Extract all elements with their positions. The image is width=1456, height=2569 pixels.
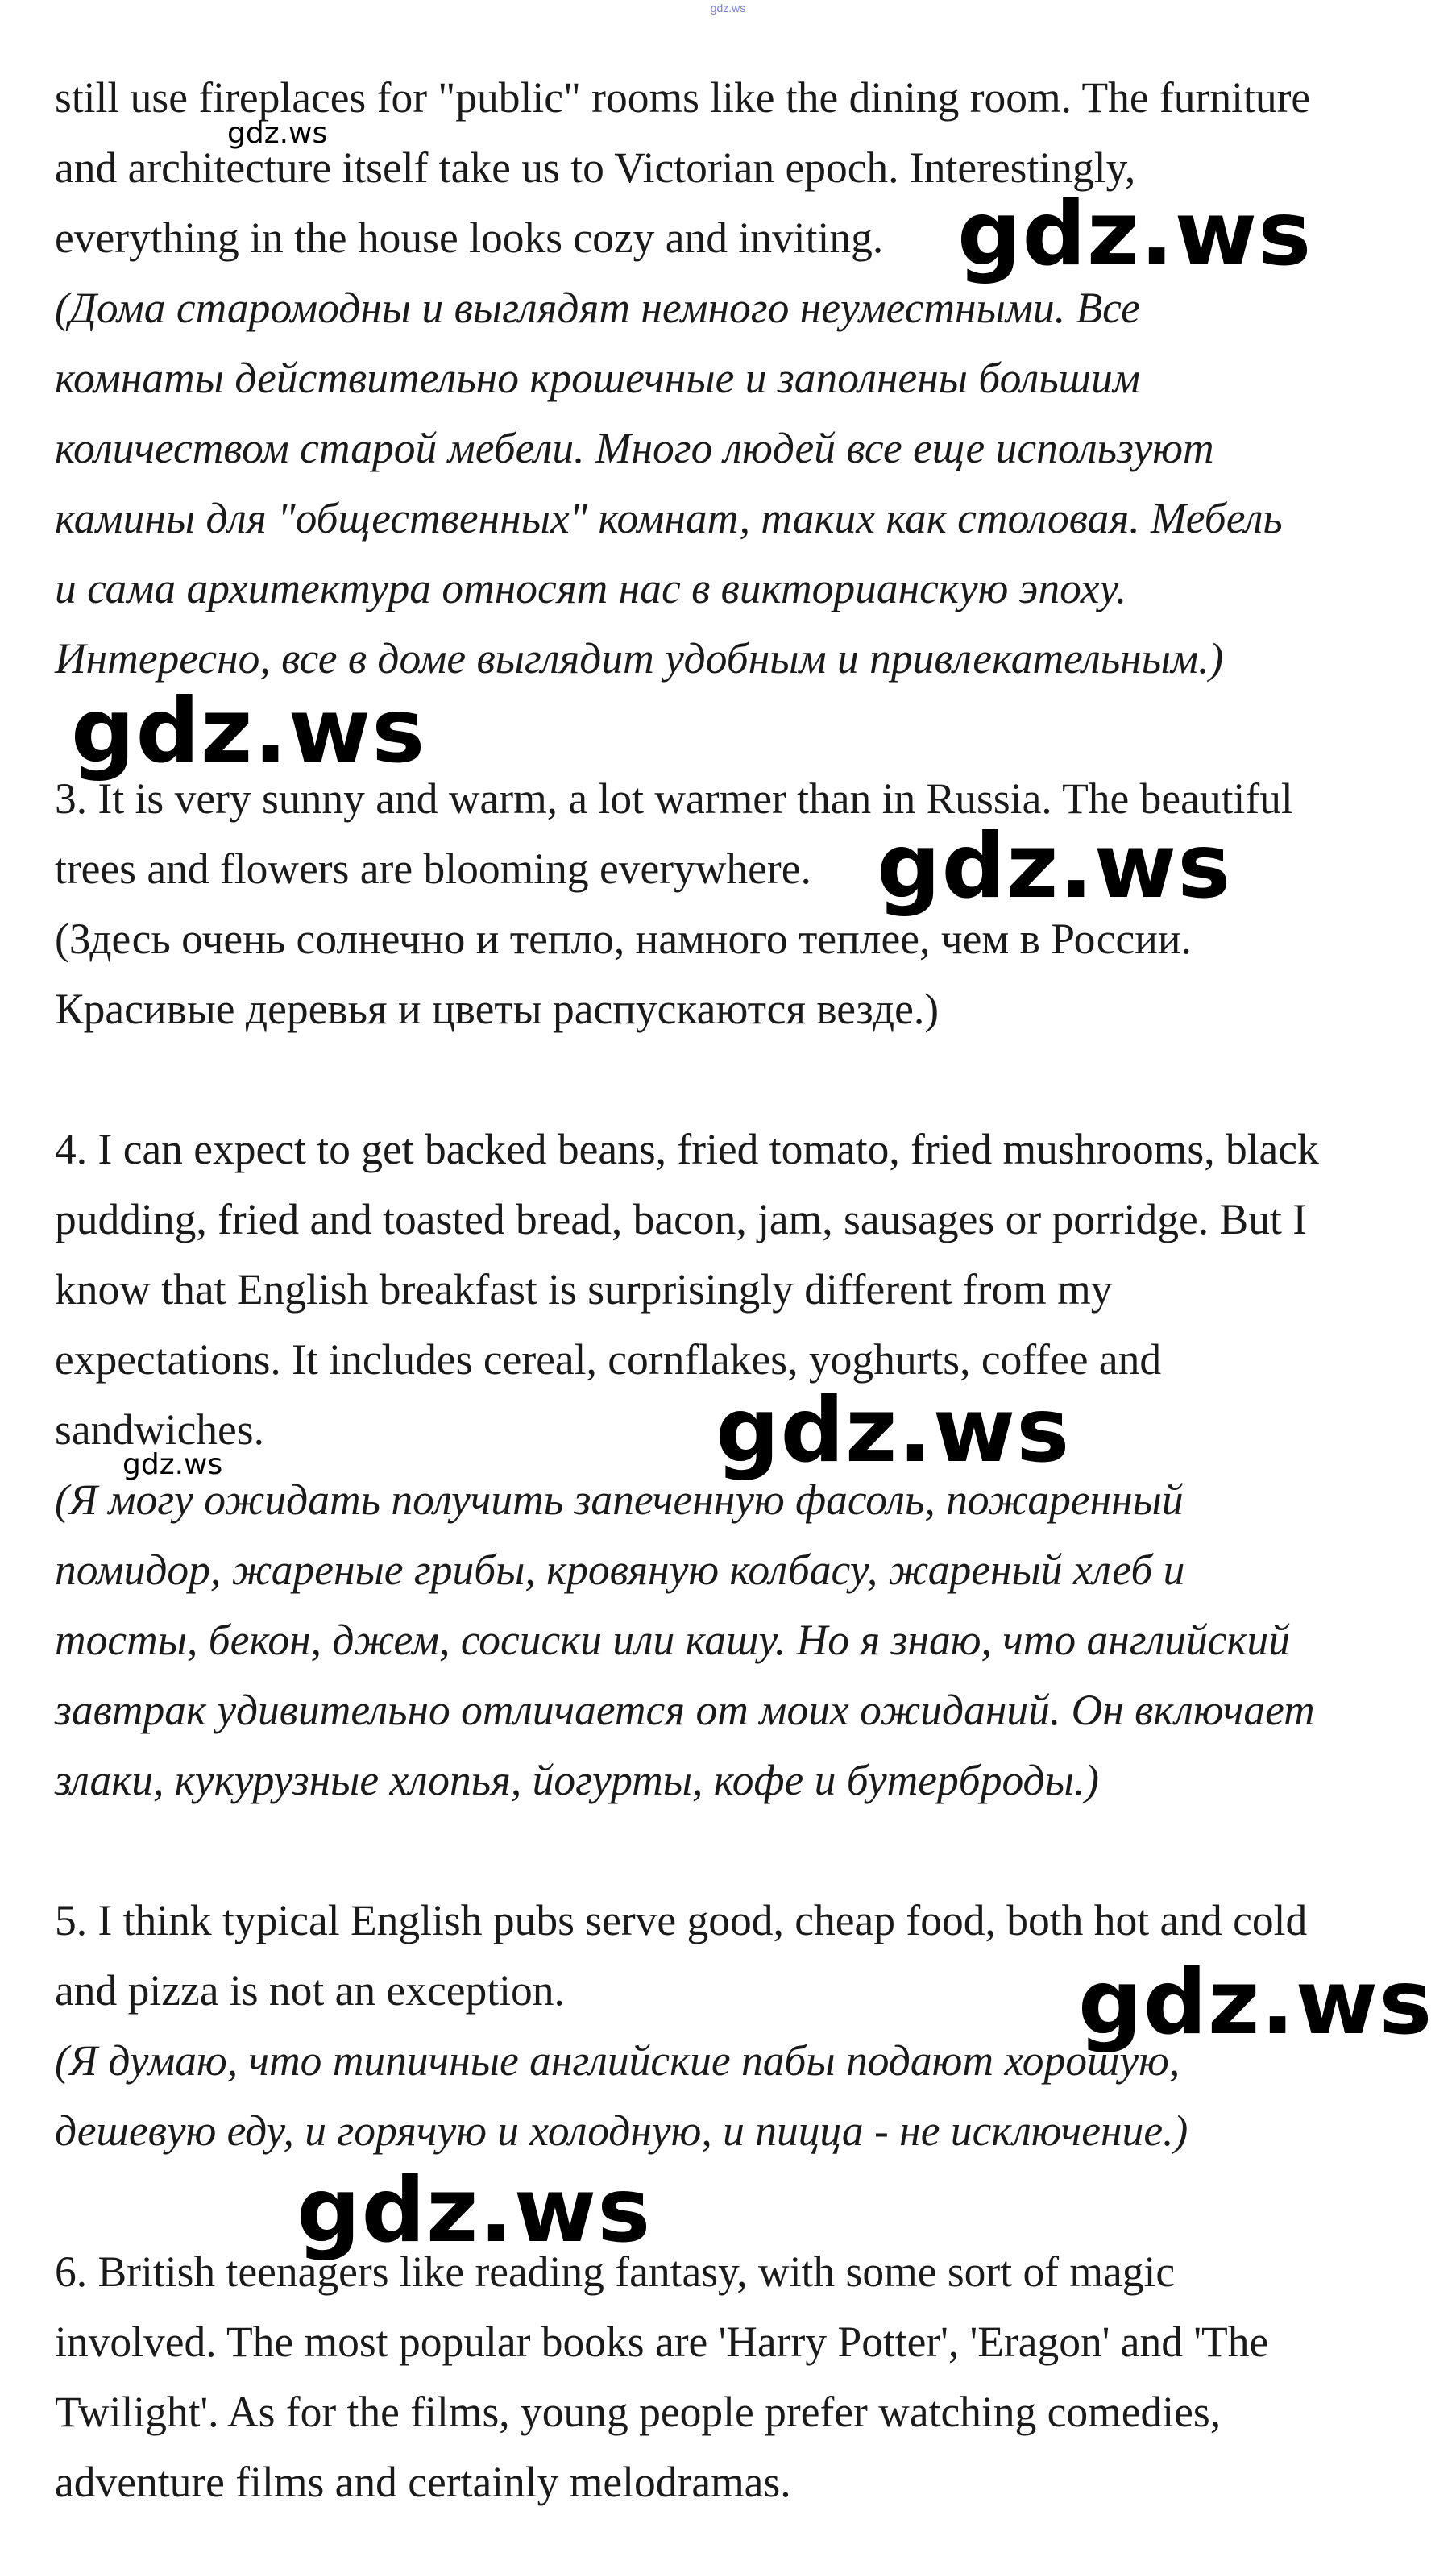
text-line: Красивые деревья и цветы распускаются везде.) [55,985,940,1033]
watermark-large: gdz.ws [957,182,1313,286]
text-line: 6. British teenagers like reading fantasy, with some sort of magic [55,2247,1176,2296]
watermark-large: gdz.ws [877,815,1232,919]
text-line: adventure films and certainly melodramas. [55,2458,791,2506]
text-line: злаки, кукурузные хлопья, йогурты, кофе и бутерброды.) [55,1756,1099,1804]
text-line: комнаты действительно крошечные и заполнены большим [55,354,1140,402]
text-line: involved. The most popular books are 'Harry Potter', 'Eragon' and 'The [55,2318,1269,2366]
text-line: количеством старой мебели. Много людей все еще используют [55,424,1214,472]
text-line: trees and flowers are blooming everywhere. [55,845,811,893]
text-line: know that English breakfast is surprisingly different from my [55,1265,1113,1314]
text-line: and pizza is not an exception. [55,1966,565,2015]
text-line: 4. I can expect to get backed beans, fried tomato, fried mushrooms, black [55,1125,1319,1173]
text-line: (Я думаю, что типичные английские пабы подают хорошую, [55,2036,1180,2085]
text-line: и сама архитектура относят нас в викторианскую эпоху. [55,564,1127,612]
text-line: (Дома старомодны и выглядят немного неуместными. Все [55,284,1140,332]
text-line: Интересно, все в доме выглядит удобным и привлекательным.) [55,634,1224,683]
text-line: тосты, бекон, джем, сосиски или кашу. Но я знаю, что английский [55,1616,1291,1664]
text-line: expectations. It includes cereal, cornflakes, yoghurts, coffee and [55,1335,1162,1384]
header-watermark: gdz.ws [710,2,746,15]
text-line: (Здесь очень солнечно и тепло, намного теплее, чем в России. [55,915,1192,963]
text-line: камины для "общественных" комнат, таких как столовая. Мебель [55,494,1283,542]
text-line: 3. It is very sunny and warm, a lot warmer than in Russia. The beautiful [55,774,1293,823]
watermark-large: gdz.ws [1078,1951,1433,2055]
watermark-small: gdz.ws [227,117,328,150]
text-line: дешевую еду, и горячую и холодную, и пицца - не исключение.) [55,2106,1188,2155]
text-line: sandwiches. [55,1405,265,1454]
watermark-small: gdz.ws [122,1448,223,1481]
text-line: завтрак удивительно отличается от моих ожиданий. Он включает [55,1686,1315,1734]
text-line: Twilight'. As for the films, young people prefer watching comedies, [55,2388,1222,2436]
watermark-large: gdz.ws [71,679,426,783]
text-line: 5. I think typical English pubs serve good, cheap food, both hot and cold [55,1896,1308,1944]
text-line: still use fireplaces for "public" rooms like the dining room. The furniture [55,73,1311,122]
text-line: (Я могу ожидать получить запеченную фасоль, пожаренный [55,1475,1184,1524]
text-line: pudding, fried and toasted bread, bacon, jam, sausages or porridge. But I [55,1195,1308,1243]
watermark-large: gdz.ws [297,2159,652,2263]
text-line: and architecture itself take us to Victorian epoch. Interestingly, [55,143,1136,192]
text-line: помидор, жареные грибы, кровяную колбасу, жареный хлеб и [55,1546,1185,1594]
watermark-large: gdz.ws [716,1379,1071,1483]
text-line: everything in the house looks cozy and inviting. [55,214,884,262]
